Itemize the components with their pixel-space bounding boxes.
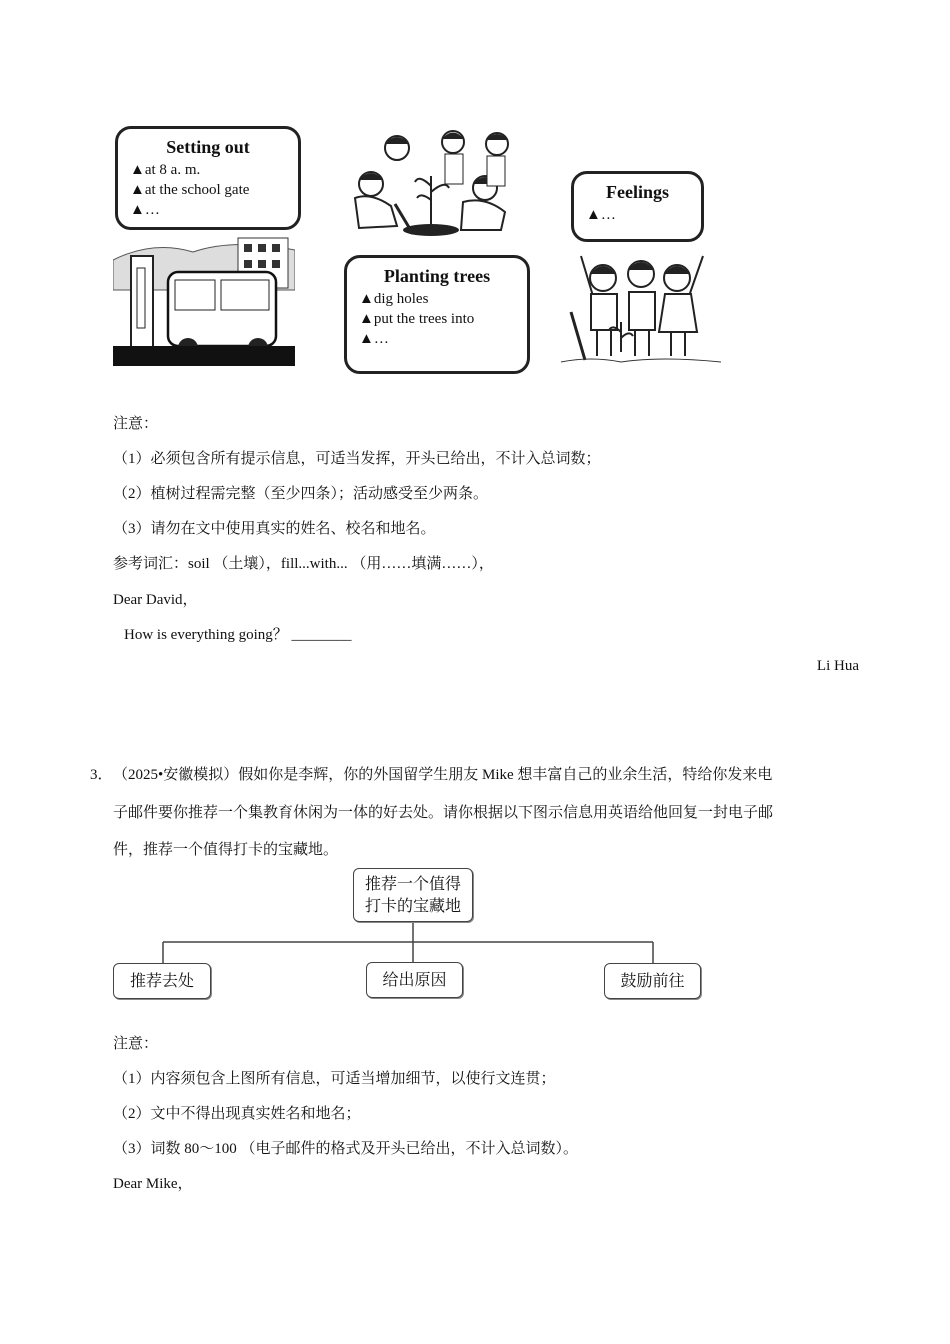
setting-out-item-2: ▲at the school gate bbox=[130, 182, 250, 198]
q3-prompt-line-2: 子邮件要你推荐一个集教育休闲为一体的好去处。请你根据以下图示信息用英语给他回复一封电子邮 bbox=[113, 805, 774, 821]
q3-note-1: （1）内容须包含上图所有信息，可适当增加细节，以使行文连贯； bbox=[113, 1071, 556, 1087]
mind-map-root bbox=[353, 868, 473, 922]
setting-out-bubble bbox=[115, 126, 301, 230]
mind-map-child-recommend: 推荐去处 bbox=[113, 963, 211, 999]
activity-illustration bbox=[113, 124, 728, 376]
q3-note-2: （2）文中不得出现真实姓名和地名； bbox=[113, 1106, 361, 1122]
bus-scene-illustration bbox=[113, 220, 295, 366]
feelings-title: Feelings bbox=[606, 182, 669, 202]
q3-number: 3． bbox=[90, 767, 113, 783]
q3-note-title: 注意： bbox=[113, 1036, 159, 1052]
planting-trees-item-1: ▲dig holes bbox=[359, 291, 429, 307]
q2-vocab: 参考词汇：soil （土壤），fill...with... （用……填满……）， bbox=[113, 556, 494, 572]
setting-out-item-1: ▲at 8 a. m. bbox=[130, 162, 201, 178]
planting-trees-item-3: ▲… bbox=[359, 331, 389, 347]
q2-note-title: 注意： bbox=[113, 416, 159, 432]
q2-salutation: Dear David， bbox=[113, 592, 198, 608]
planting-trees-title: Planting trees bbox=[383, 266, 491, 286]
q3-mind-map bbox=[113, 866, 705, 1002]
feelings-bubble bbox=[571, 171, 704, 242]
children-planting-illustration bbox=[335, 126, 525, 246]
mind-map-root-line-2: 打卡的宝藏地 bbox=[364, 896, 461, 915]
mind-map-child-encourage: 鼓励前往 bbox=[604, 963, 701, 999]
q2-note-1: （1）必须包含所有提示信息，可适当发挥，开头已给出，不计入总词数； bbox=[113, 451, 601, 467]
setting-out-item-3: ▲… bbox=[130, 202, 160, 218]
setting-out-title: Setting out bbox=[166, 137, 250, 157]
mind-map-child-reason: 给出原因 bbox=[366, 962, 463, 998]
mind-map-root-line-1: 推荐一个值得 bbox=[364, 874, 461, 893]
q3-salutation: Dear Mike， bbox=[113, 1176, 193, 1192]
q2-note-2: （2）植树过程需完整（至少四条）；活动感受至少两条。 bbox=[113, 486, 489, 502]
q2-note-3: （3）请勿在文中使用真实的姓名、校名和地名。 bbox=[113, 521, 436, 537]
q3-note-3: （3）词数 80～100 （电子邮件的格式及开头已给出，不计入总词数）。 bbox=[113, 1141, 579, 1157]
feelings-item-1: ▲… bbox=[586, 207, 616, 223]
planting-trees-item-2: ▲put the trees into bbox=[359, 311, 475, 327]
planting-trees-bubble bbox=[344, 255, 530, 374]
cheering-children-illustration bbox=[551, 252, 728, 370]
q2-signature: Li Hua bbox=[816, 658, 859, 674]
q2-opening: How is everything going？ ________ bbox=[124, 627, 352, 643]
q3-prompt-line-3: 件，推荐一个值得打卡的宝藏地。 bbox=[113, 842, 339, 858]
q3-prompt-line-1: （2025•安徽模拟）假如你是李辉，你的外国留学生朋友 Mike 想丰富自己的业余生活，特给你发来电 bbox=[113, 767, 773, 783]
